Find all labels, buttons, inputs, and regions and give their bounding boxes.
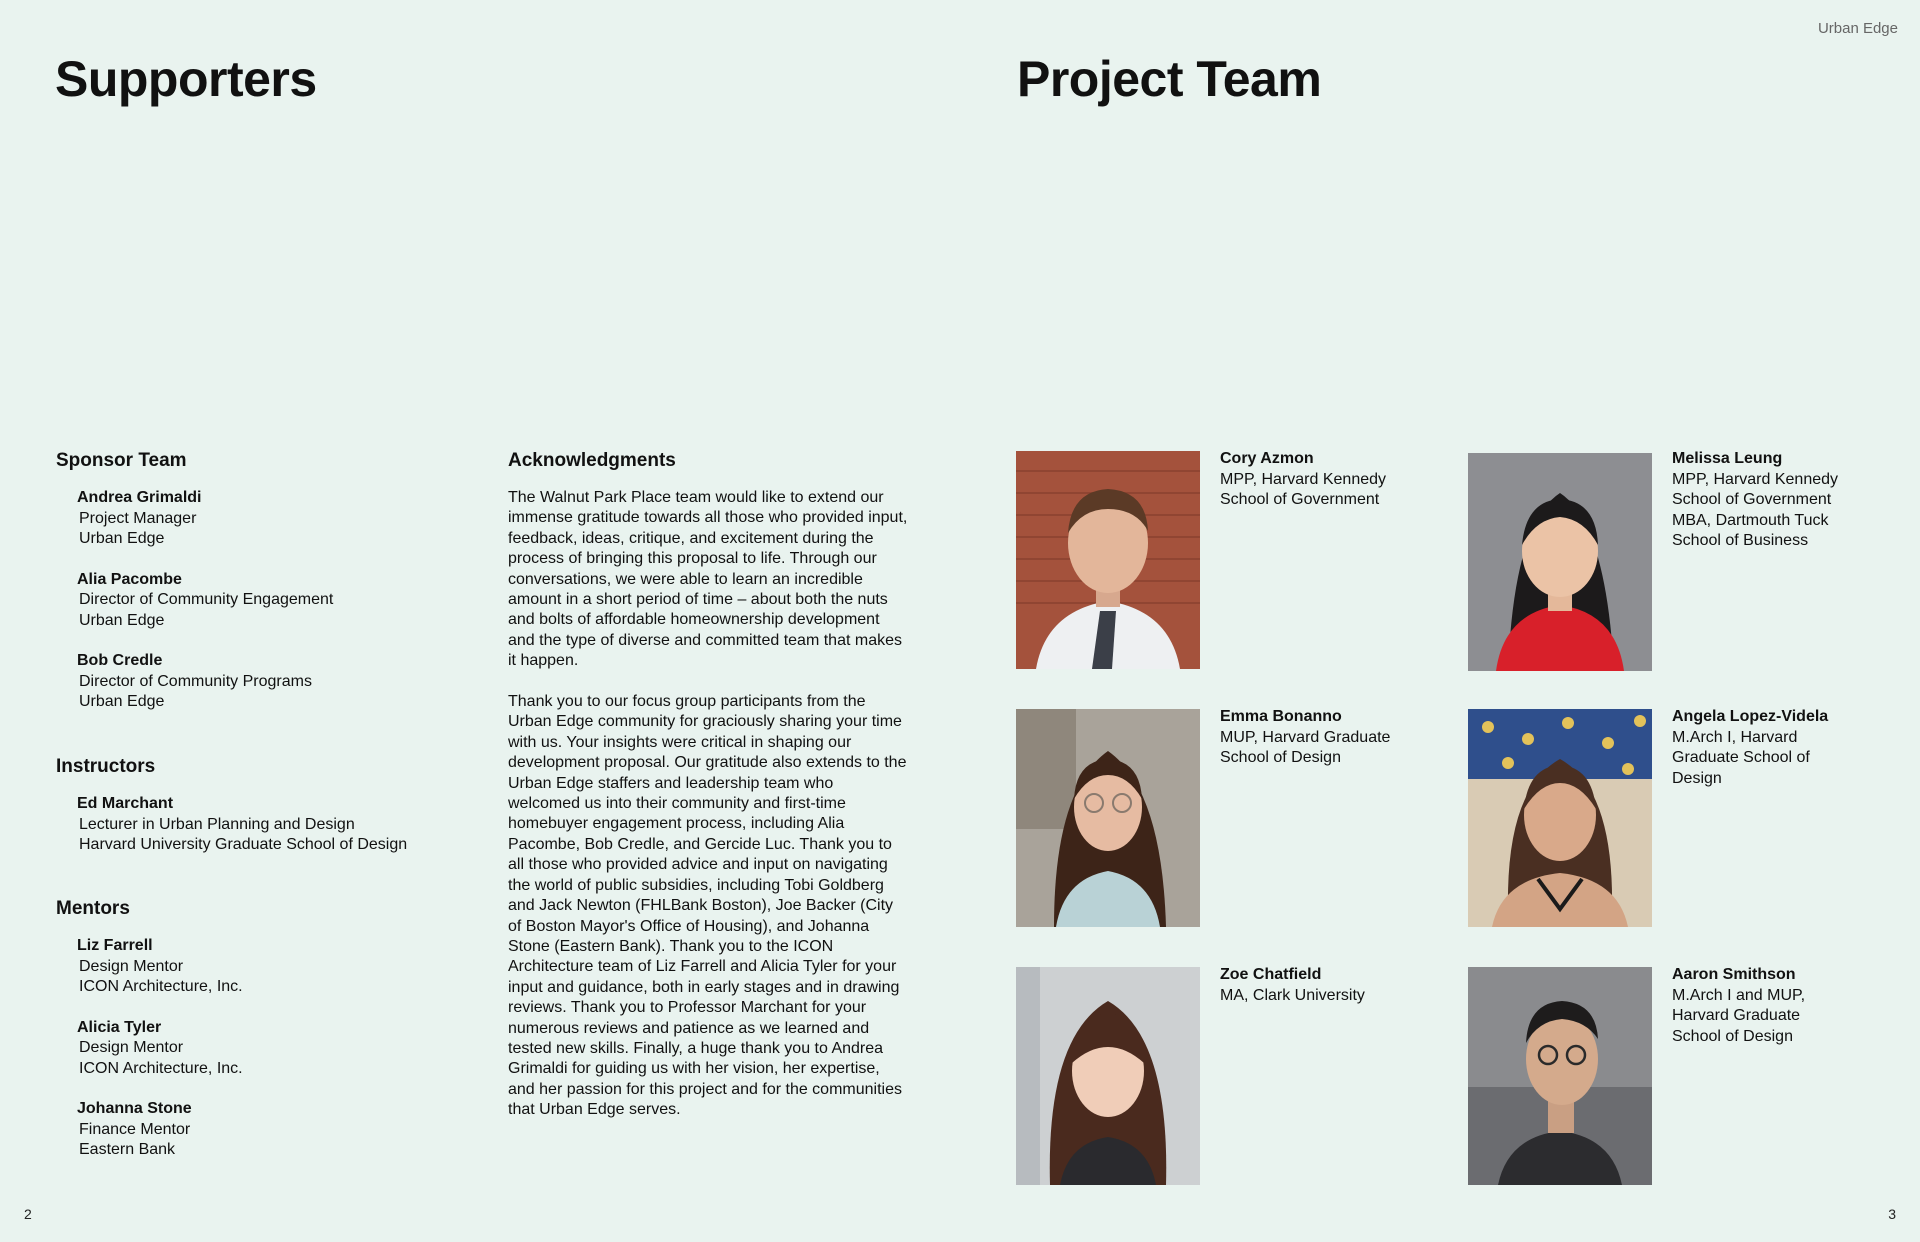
member-photo-cory-azmon <box>1016 451 1200 669</box>
page-number-right: 3 <box>1888 1206 1896 1222</box>
member-photo-angela-lopez-videla <box>1468 709 1652 927</box>
acknowledgments-section <box>508 450 908 1121</box>
mentors-section <box>56 898 456 1161</box>
member-degree: MA, Clark University <box>1220 986 1365 1004</box>
member-info <box>1672 965 1872 1047</box>
member-degree: Harvard Graduate <box>1672 1007 1801 1024</box>
member-degree: Graduate School of <box>1672 749 1810 766</box>
member-degree: School of Design <box>1220 749 1341 766</box>
person-role: Finance Mentor <box>79 1120 191 1138</box>
member-degree: M.Arch I and MUP, <box>1672 986 1806 1004</box>
member-degree: Design <box>1672 769 1722 787</box>
person-entry <box>77 936 456 998</box>
person-role: Lecturer in Urban Planning and Design <box>79 815 355 833</box>
sponsor-team-section <box>56 450 456 713</box>
acknowledgments-body <box>508 488 908 1121</box>
section-title-mentors: Mentors <box>56 898 130 919</box>
member-photo-emma-bonanno <box>1016 709 1200 927</box>
person-name: Liz Farrell <box>77 937 153 954</box>
member-info <box>1220 707 1420 769</box>
person-name: Bob Credle <box>77 652 163 669</box>
person-role: Project Manager <box>79 509 197 527</box>
person-org: ICON Architecture, Inc. <box>79 978 243 995</box>
member-info <box>1672 707 1872 789</box>
person-entry <box>77 794 476 856</box>
member-info <box>1220 965 1420 1006</box>
person-role: Design Mentor <box>79 1039 184 1056</box>
person-entry <box>77 570 456 632</box>
member-photo-aaron-smithson <box>1468 967 1652 1185</box>
section-title-acknowledgments: Acknowledgments <box>508 450 676 471</box>
person-name: Alia Pacombe <box>77 570 182 588</box>
member-degree: School of Government <box>1672 491 1832 508</box>
member-photo-melissa-leung <box>1468 453 1652 671</box>
person-org: Urban Edge <box>79 693 165 710</box>
person-entry <box>77 1018 456 1080</box>
person-name: Ed Marchant <box>77 795 174 812</box>
person-org: Eastern Bank <box>79 1141 176 1158</box>
person-role: Director of Community Engagement <box>79 591 334 608</box>
person-name: Andrea Grimaldi <box>77 489 202 506</box>
member-degree: School of Government <box>1220 491 1380 508</box>
member-name: Cory Azmon <box>1220 450 1314 467</box>
person-org: Harvard University Graduate School of Design <box>79 836 408 853</box>
member-degree: School of Business <box>1672 532 1809 549</box>
page-number-left: 2 <box>24 1206 32 1222</box>
member-photo-zoe-chatfield <box>1016 967 1200 1185</box>
person-entry <box>77 651 456 713</box>
person-org: Urban Edge <box>79 530 165 547</box>
person-entry <box>77 488 456 550</box>
member-info <box>1672 449 1872 552</box>
acknowledgments-paragraph: Thank you to our focus group participants from the Urban Edge community for graciously sharing your time with us. Your insights were critical in shaping our development proposal. Our gratitude also extends to the Urban Edge staffers and leadership team who welcomed us into their community and first-time homebuyer engagement process, including Alia Pacombe, Bob Credle, and Gercide Luc. Thank you to all those who provided advice and input on navigating the world of public subsidies, including Tobi Goldberg and Jack Newton (FHLBank Boston), Joe Backer (City of Boston Mayor's Office of Housing), and Johanna Stone (Eastern Bank). Thank you to the ICON Architecture team of Liz Farrell and Alicia Tyler for your input and guidance, both in early stages and in drawing reviews. Thank you to Professor Marchant for your numerous reviews and patience as we learned and tested new skills. Finally, a huge thank you to Andrea Grimaldi for guiding us with her vision, her expertise, and her passion for this project and for the communities that Urban Edge serves. <box>508 693 907 1119</box>
member-degree: MPP, Harvard Kennedy <box>1672 470 1839 488</box>
person-name: Johanna Stone <box>77 1100 192 1117</box>
person-org: ICON Architecture, Inc. <box>79 1059 243 1077</box>
member-name: Angela Lopez-Videla <box>1672 708 1829 725</box>
member-name: Emma Bonanno <box>1220 708 1342 725</box>
instructors-section <box>56 756 476 856</box>
member-info <box>1220 449 1420 511</box>
member-degree: MPP, Harvard Kennedy <box>1220 470 1387 488</box>
member-name: Aaron Smithson <box>1672 966 1796 983</box>
person-role: Design Mentor <box>79 957 184 975</box>
section-title-instructors: Instructors <box>56 756 156 777</box>
person-org: Urban Edge <box>79 611 165 629</box>
page-title-project-team: Project Team <box>1017 51 1322 107</box>
person-role: Director of Community Programs <box>79 672 312 690</box>
page-title-supporters: Supporters <box>55 51 317 107</box>
person-entry <box>77 1099 456 1161</box>
member-name: Melissa Leung <box>1672 450 1783 467</box>
member-degree: MUP, Harvard Graduate <box>1220 728 1391 746</box>
acknowledgments-paragraph: The Walnut Park Place team would like to extend our immense gratitude towards all those who provided input, feedback, ideas, critique, and excitement during the process of bringing this proposal to life. Through our conversations, we were able to learn an incredible amount in a short period of time – about both the nuts and bolts of affordable homeownership development and the type of diverse and committed team that makes it happen. <box>508 489 908 670</box>
member-degree: MBA, Dartmouth Tuck <box>1672 511 1829 529</box>
person-name: Alicia Tyler <box>77 1018 162 1036</box>
section-title-sponsor-team: Sponsor Team <box>56 450 187 471</box>
member-degree: M.Arch I, Harvard <box>1672 728 1798 746</box>
member-name: Zoe Chatfield <box>1220 966 1322 983</box>
member-degree: School of Design <box>1672 1027 1793 1045</box>
header-brand: Urban Edge <box>1817 20 1898 37</box>
